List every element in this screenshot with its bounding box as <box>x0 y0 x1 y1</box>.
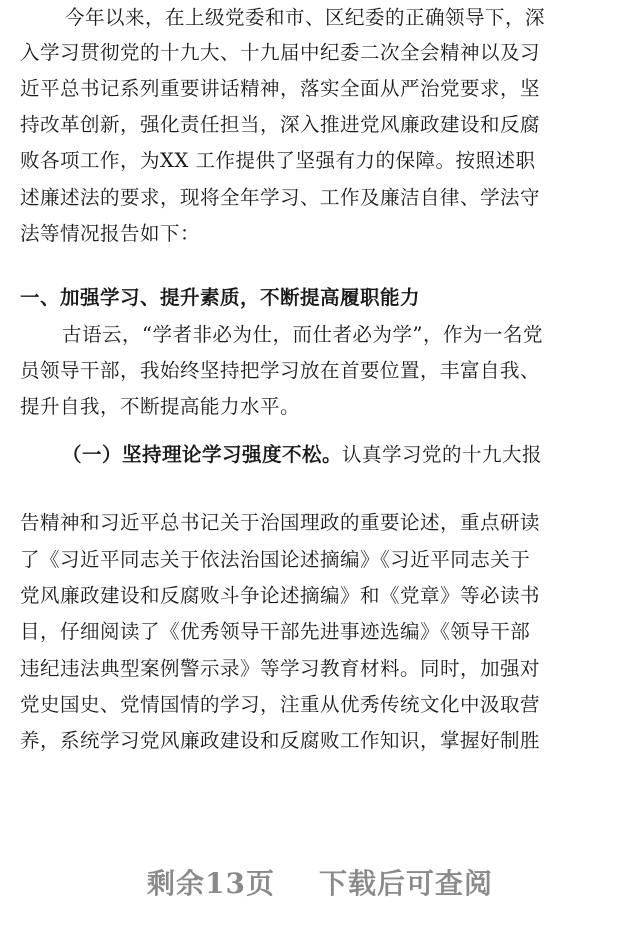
intro-line-3: 近平总书记系列重要讲话精神，落实全面从严治党要求，坚 <box>20 77 541 100</box>
section1-line-2: 员领导干部，我始终坚持把学习放在首要位置，丰富自我、 <box>20 359 541 382</box>
continued-line-2: 了《习近平同志关于依法治国论述摘编》《习近平同志关于 <box>20 548 531 571</box>
continued-line-4: 目，仔细阅读了《优秀领导干部先进事迹选编》《领导干部 <box>20 620 531 643</box>
continued-line-3: 党风廉政建设和反腐败斗争论述摘编》和《党章》等必读书 <box>20 584 541 607</box>
section-heading-1: 一、加强学习、提升素质，不断提高履职能力 <box>20 286 421 309</box>
intro-line-4: 持改革创新，强化责任担当，深入推进党风廉政建设和反腐 <box>20 113 541 136</box>
download-to-view-text: 下载后可查阅 <box>318 867 493 900</box>
continued-line-5: 违纪违法典型案例警示录》等学习教育材料。同时，加强对 <box>20 657 541 680</box>
subheading-1: （一）坚持理论学习强度不松。 <box>62 443 343 466</box>
continued-line-1: 告精神和习近平总书记关于治国理政的重要论述，重点研读 <box>20 511 541 534</box>
subheading-line <box>62 442 640 468</box>
continued-line-7: 养，系统学习党风廉政建设和反腐败工作知识，掌握好制胜 <box>20 729 541 752</box>
intro-line-2: 入学习贯彻党的十九大、十九届中纪委二次全会精神以及习 <box>20 41 541 64</box>
section1-line-3: 提升自我，不断提高能力水平。 <box>20 395 301 418</box>
section1-line-1: 古语云，“学者非必为仕，而仕者必为学”，作为一名党 <box>62 323 543 346</box>
remaining-pages-banner[interactable] <box>0 862 640 902</box>
remaining-pages-text: 剩余13页 <box>147 867 275 900</box>
continued-line-6: 党史国史、党情国情的学习，注重从优秀传统文化中汲取营 <box>20 693 541 716</box>
intro-line-1: 今年以来，在上级党委和市、区纪委的正确领导下，深 <box>65 6 546 29</box>
intro-line-7: 法等情况报告如下： <box>20 222 201 245</box>
intro-line-6: 述廉述法的要求，现将全年学习、工作及廉洁自律、学法守 <box>20 186 541 209</box>
subheading-tail: 认真学习党的十九大报 <box>342 443 543 466</box>
intro-line-5: 败各项工作，为XX 工作提供了坚强有力的保障。按照述职 <box>20 149 536 172</box>
